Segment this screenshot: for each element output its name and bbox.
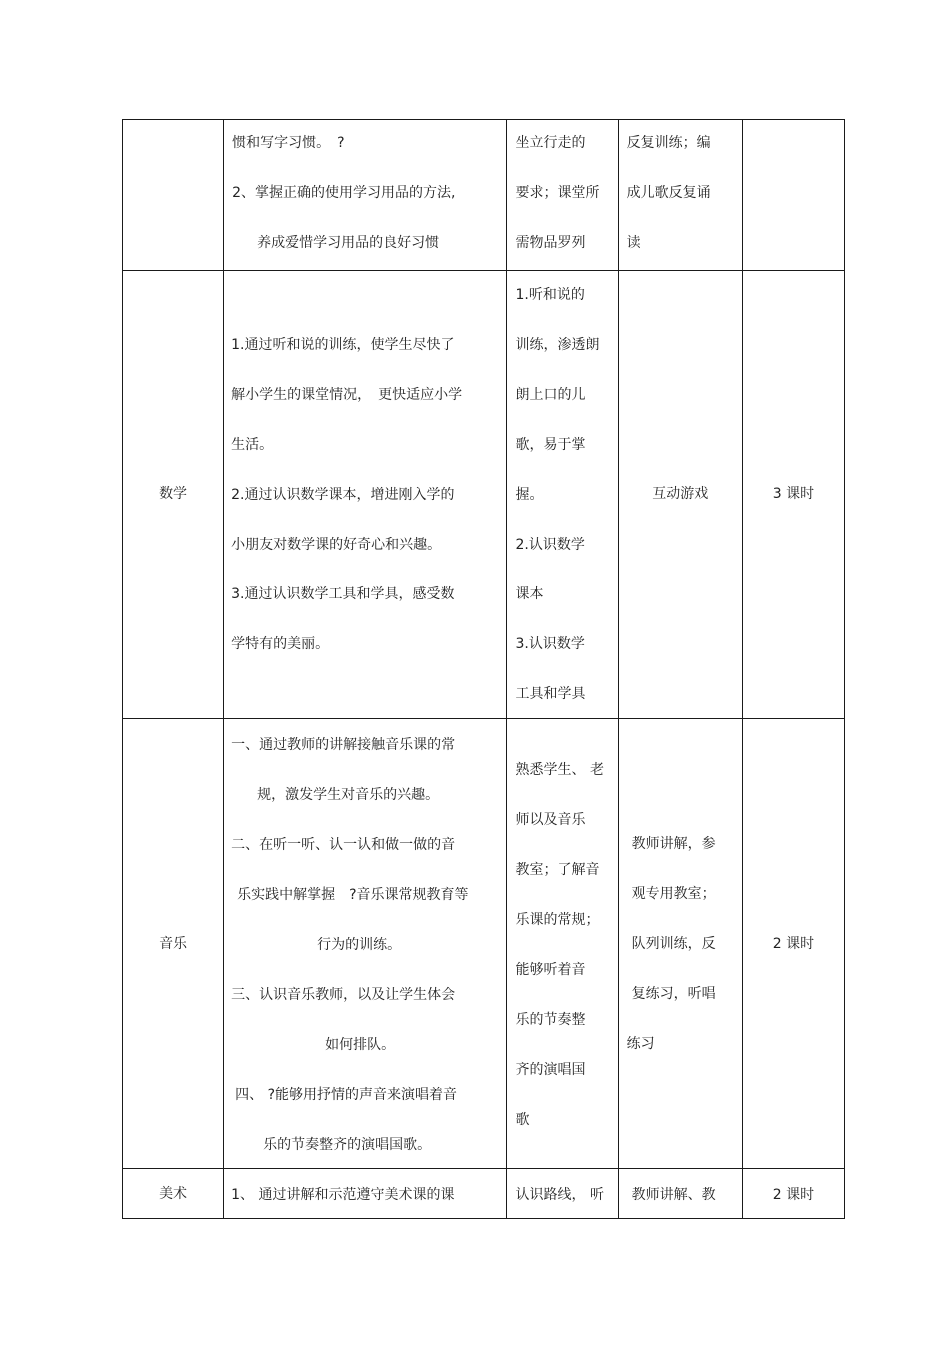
content-cell bbox=[506, 120, 618, 271]
table-row bbox=[123, 1169, 845, 1219]
goal-line: 生活。 bbox=[231, 437, 274, 453]
content-line: 2.认识数学 bbox=[515, 537, 585, 553]
content-line: 歌 bbox=[515, 1112, 530, 1128]
hours-cell bbox=[742, 271, 844, 719]
goal-line: 小朋友对数学课的好奇心和兴趣。 bbox=[231, 537, 442, 553]
goal-line: 四、 ?能够用抒情的声音来演唱着音 bbox=[235, 1087, 458, 1103]
subject-label: 美术 bbox=[159, 1186, 188, 1202]
goal-line: 解小学生的课堂情况， 更快适应小学 bbox=[231, 387, 463, 403]
method-line: 反复训练；编 bbox=[626, 135, 711, 151]
subject-cell bbox=[123, 271, 224, 719]
subject-label: 音乐 bbox=[159, 936, 188, 952]
content-line: 坐立行走的 bbox=[515, 135, 586, 151]
content-cell bbox=[506, 271, 618, 719]
method-line: 队列训练，反 bbox=[631, 936, 716, 952]
method-line: 复练习，听唱 bbox=[631, 986, 716, 1002]
goal-line: 1.通过听和说的训练，使学生尽快了 bbox=[231, 337, 455, 353]
method-line: 教师讲解，参 bbox=[631, 836, 716, 852]
subject-cell bbox=[123, 120, 224, 271]
content-line: 熟悉学生、 老 bbox=[515, 762, 604, 778]
goal-line: 2.通过认识数学课本，增进刚入学的 bbox=[231, 487, 455, 503]
content-line: 训练，渗透朗 bbox=[515, 337, 600, 353]
method-line: 互动游戏 bbox=[652, 486, 709, 502]
content-line: 课本 bbox=[515, 586, 544, 602]
goal-line: 养成爱惜学习用品的良好习惯 bbox=[257, 235, 440, 251]
content-line: 朗上口的儿 bbox=[515, 387, 586, 403]
content-line: 需物品罗列 bbox=[515, 235, 586, 251]
content-line: 1.听和说的 bbox=[515, 287, 585, 303]
subject-cell bbox=[123, 1169, 224, 1219]
content-line: 乐的节奏整 bbox=[515, 1012, 586, 1028]
method-cell bbox=[618, 719, 742, 1169]
method-line: 观专用教室； bbox=[631, 886, 716, 902]
hours-cell bbox=[742, 1169, 844, 1219]
goal-line: 惯和写字习惯。 ? bbox=[232, 135, 345, 151]
goal-line: 乐实践中解掌握 ?音乐课常规教育等 bbox=[237, 887, 469, 903]
goal-line: 乐的节奏整齐的演唱国歌。 bbox=[263, 1137, 432, 1153]
goal-line: 行为的训练。 bbox=[317, 937, 402, 953]
method-cell bbox=[618, 271, 742, 719]
goal-line: 如何排队。 bbox=[325, 1037, 396, 1053]
hours-label: 2 课时 bbox=[772, 1187, 815, 1203]
content-cell bbox=[506, 1169, 618, 1219]
table-row bbox=[123, 271, 845, 719]
goal-line: 二、在听一听、认一认和做一做的音 bbox=[231, 837, 456, 853]
goal-line: 3.通过认识数学工具和学具，感受数 bbox=[231, 586, 455, 602]
content-line: 歌，易于掌 bbox=[515, 437, 586, 453]
lesson-plan-table bbox=[122, 119, 845, 1219]
goals-cell bbox=[224, 120, 506, 271]
method-line: 练习 bbox=[626, 1036, 655, 1052]
goals-cell bbox=[224, 719, 506, 1169]
table-row bbox=[123, 120, 845, 271]
hours-label: 3 课时 bbox=[772, 486, 815, 502]
content-line: 握。 bbox=[515, 487, 544, 503]
subject-cell bbox=[123, 719, 224, 1169]
method-cell bbox=[618, 1169, 742, 1219]
content-line: 师以及音乐 bbox=[515, 812, 586, 828]
goal-line: 2、掌握正确的使用学习用品的方法, bbox=[232, 185, 456, 201]
content-line: 乐课的常规； bbox=[515, 912, 600, 928]
goal-line: 一、通过教师的讲解接触音乐课的常 bbox=[231, 737, 456, 753]
method-cell bbox=[618, 120, 742, 271]
goal-line: 规，激发学生对音乐的兴趣。 bbox=[257, 787, 440, 803]
goal-line: 1、 通过讲解和示范遵守美术课的课 bbox=[231, 1187, 455, 1203]
table-row bbox=[123, 719, 845, 1169]
hours-cell bbox=[742, 719, 844, 1169]
content-line: 要求；课堂所 bbox=[515, 185, 600, 201]
content-line: 3.认识数学 bbox=[515, 636, 585, 652]
goals-cell bbox=[224, 271, 506, 719]
content-line: 齐的演唱国 bbox=[515, 1062, 586, 1078]
method-line: 读 bbox=[626, 235, 641, 251]
subject-label: 数学 bbox=[159, 486, 188, 502]
method-line: 成儿歌反复诵 bbox=[626, 185, 711, 201]
content-line: 教室；了解音 bbox=[515, 862, 600, 878]
goal-line: 三、认识音乐教师，以及让学生体会 bbox=[231, 987, 456, 1003]
content-line: 工具和学具 bbox=[515, 686, 586, 702]
content-cell bbox=[506, 719, 618, 1169]
hours-label: 2 课时 bbox=[772, 936, 815, 952]
method-line: 教师讲解、教 bbox=[631, 1187, 716, 1203]
goal-line: 学特有的美丽。 bbox=[231, 636, 330, 652]
content-line: 认识路线， 听 bbox=[515, 1187, 604, 1203]
goals-cell bbox=[224, 1169, 506, 1219]
content-line: 能够听着音 bbox=[515, 962, 586, 978]
hours-cell bbox=[742, 120, 844, 271]
